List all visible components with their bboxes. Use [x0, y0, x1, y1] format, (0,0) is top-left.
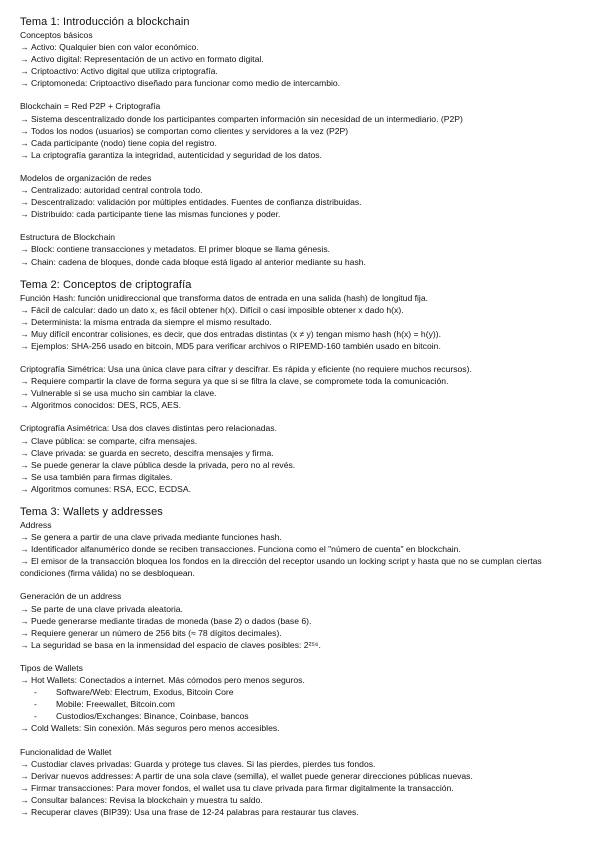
arrow-icon: → — [20, 603, 29, 614]
list-item: → Centralizado: autoridad central controla todo. — [20, 185, 203, 196]
list-item: → Determinista: la misma entrada da siempre el mismo resultado. — [20, 316, 272, 327]
sub-list-item: - Custodios/Exchanges: Binance, Coinbase, bancos — [34, 711, 249, 722]
section-funcion-hash — [20, 292, 584, 352]
list-item: → Clave privada: se guarda en secreto, descifra mensajes y firma. — [20, 447, 274, 458]
arrow-icon: → — [20, 794, 29, 805]
list-item: → Chain: cadena de bloques, donde cada bloque está ligado al anterior mediante su hash. — [20, 256, 366, 267]
list-item: → Se puede generar la clave pública desde la privada, pero no al revés. — [20, 459, 296, 470]
list-item: → Requiere generar un número de 256 bits (≈ 78 dígitos decimales). — [20, 627, 282, 638]
list-item: → Ejemplos: SHA-256 usado en bitcoin, MD5 para verificar archivos o RIPEMD-160 también usado en bitcoin. — [20, 340, 441, 351]
arrow-icon: → — [20, 639, 29, 650]
list-item: → Derivar nuevos addresses: A partir de una sola clave (semilla), el wallet puede generar direcciones públicas nuevas. — [20, 770, 473, 781]
arrow-icon: → — [20, 556, 29, 567]
list-item: → Sistema descentralizado donde los participantes comparten información sin necesidad de un intermediario. (P2P) — [20, 113, 463, 124]
list-item: → Vulnerable si se usa mucho sin cambiar la clave. — [20, 388, 217, 399]
arrow-icon: → — [20, 66, 29, 77]
list-item: → Todos los nodos (usuarios) se comportan como clientes y servidores a la vez (P2P) — [20, 125, 349, 136]
sub-list-item: - Mobile: Freewallet, Bitcoin.com — [34, 699, 175, 710]
arrow-icon: → — [20, 149, 29, 160]
list-item: → Recuperar claves (BIP39): Usa una frase de 12-24 palabras para restaurar tus claves. — [20, 806, 359, 817]
arrow-icon: → — [20, 758, 29, 769]
arrow-icon: → — [20, 435, 29, 446]
arrow-icon: → — [20, 544, 29, 555]
arrow-icon: → — [20, 388, 29, 399]
arrow-icon: → — [20, 42, 29, 53]
arrow-icon: → — [20, 54, 29, 65]
arrow-icon: → — [20, 483, 29, 494]
list-item: → La criptografía garantiza la integridad, autenticidad y seguridad de los datos. — [20, 149, 322, 160]
section-heading: Estructura de Blockchain — [20, 232, 116, 243]
section-address — [20, 519, 584, 579]
arrow-icon: → — [20, 304, 29, 315]
dash-icon: - — [34, 711, 37, 722]
section-generacion-address — [20, 590, 584, 650]
arrow-icon: → — [20, 675, 29, 686]
arrow-icon: → — [20, 615, 29, 626]
arrow-icon: → — [20, 447, 29, 458]
section-funcionalidad-wallet — [20, 746, 584, 819]
section-modelos-redes — [20, 172, 584, 220]
dash-icon: - — [34, 699, 37, 710]
section-conceptos-basicos — [20, 29, 584, 89]
arrow-icon: → — [20, 400, 29, 411]
arrow-icon: → — [20, 113, 29, 124]
section-heading: Conceptos básicos — [20, 30, 93, 40]
arrow-icon: → — [20, 627, 29, 638]
arrow-icon: → — [20, 209, 29, 220]
arrow-icon: → — [20, 532, 29, 543]
list-item: → Algoritmos comunes: RSA, ECC, ECDSA. — [20, 483, 191, 494]
list-item: → Fácil de calcular: dado un dato x, es fácil obtener h(x). Difícil o casi imposible obtener x dado h(x). — [20, 304, 404, 315]
list-item: → Activo digital: Representación de un activo en formato digital. — [20, 54, 264, 65]
list-item: → Clave pública: se comparte, cifra mensajes. — [20, 435, 198, 446]
list-item: → Activo: Qualquier bien con valor económico. — [20, 42, 199, 53]
list-item: → Muy difícil encontrar colisiones, es decir, que dos entradas distintas (x ≠ y) tengan mismo hash (h(x) = h(y)). — [20, 328, 441, 339]
dash-icon: - — [34, 687, 37, 698]
section-heading: Blockchain = Red P2P + Criptografía — [20, 101, 161, 112]
section-heading: Función Hash: función unidireccional que transforma datos de entrada en una salida (hash) de longitud fija. — [20, 292, 428, 303]
list-item: → Criptoactivo: Activo digital que utiliza criptografía. — [20, 66, 218, 77]
section-heading: Criptografía Simétrica: Usa una única clave para cifrar y descifrar. Es rápida y eficiente (no requiere muchos recursos). — [20, 364, 472, 375]
arrow-icon: → — [20, 185, 29, 196]
list-item: → Requiere compartir la clave de forma segura ya que si se filtra la clave, se compromete toda la comunicación. — [20, 376, 449, 387]
list-item: → Identificador alfanumérico donde se reciben transacciones. Funciona como el "número de cuenta" en blockchain. — [20, 544, 461, 555]
arrow-icon: → — [20, 197, 29, 208]
list-item: → Se parte de una clave privada aleatoria. — [20, 603, 183, 614]
section-heading: Funcionalidad de Wallet — [20, 746, 112, 757]
list-item: → Descentralizado: validación por múltiples entidades. Fuentes de confianza distribuidas. — [20, 197, 362, 208]
arrow-icon: → — [20, 340, 29, 351]
list-item: → Block: contiene transacciones y metadatos. El primer bloque se llama génesis. — [20, 244, 331, 255]
arrow-icon: → — [20, 471, 29, 482]
list-item: → Se genera a partir de una clave privada mediante funciones hash. — [20, 532, 282, 543]
arrow-icon: → — [20, 244, 29, 255]
arrow-icon: → — [20, 316, 29, 327]
list-item: → Hot Wallets: Conectados a internet. Más cómodos pero menos seguros. — [20, 675, 305, 686]
list-item: → Firmar transacciones: Para mover fondos, el wallet usa tu clave privada para firmar digitalmente la transacción. — [20, 782, 454, 793]
arrow-icon: → — [20, 256, 29, 267]
topic-title: Tema 2: Conceptos de criptografía — [20, 278, 192, 291]
arrow-icon: → — [20, 806, 29, 817]
list-item: → Custodiar claves privadas: Guarda y protege tus claves. Si las pierdes, pierdes tus fondos. — [20, 758, 376, 769]
section-heading: Address — [20, 520, 52, 530]
list-item: → El emisor de la transacción bloquea los fondos en la dirección del receptor usando un locking script y hasta que no se cumplan ciertas condiciones (firma válida) no se desbloquean. — [20, 556, 542, 579]
arrow-icon: → — [20, 723, 29, 734]
section-heading: Generación de un address — [20, 591, 122, 602]
list-item: → Criptomoneda: Criptoactivo diseñado para funcionar como medio de intercambio. — [20, 78, 341, 89]
list-item: → Algoritmos conocidos: DES, RC5, AES. — [20, 400, 181, 411]
section-cripto-asimetrica — [20, 422, 584, 495]
list-item: → Se usa también para firmas digitales. — [20, 471, 173, 482]
arrow-icon: → — [20, 78, 29, 89]
section-heading: Modelos de organización de redes — [20, 172, 152, 183]
section-estructura-blockchain — [20, 231, 584, 267]
arrow-icon: → — [20, 328, 29, 339]
section-tipos-wallets — [20, 662, 584, 735]
list-item: → La seguridad se basa en la inmensidad del espacio de claves posibles: 2²⁵⁶. — [20, 639, 321, 650]
list-item: → Consultar balances: Revisa la blockchain y muestra tu saldo. — [20, 794, 263, 805]
arrow-icon: → — [20, 137, 29, 148]
topic-title: Tema 3: Wallets y addresses — [20, 506, 163, 518]
list-item: → Cold Wallets: Sin conexión. Más seguros pero menos accesibles. — [20, 723, 280, 734]
list-item: → Distribuido: cada participante tiene las mismas funciones y poder. — [20, 209, 281, 220]
list-item: → Puede generarse mediante tiradas de moneda (base 2) o dados (base 6). — [20, 615, 312, 626]
section-blockchain — [20, 100, 584, 160]
section-heading: Criptografía Asimétrica: Usa dos claves distintas pero relacionadas. — [20, 423, 277, 434]
section-heading: Tipos de Wallets — [20, 662, 83, 673]
arrow-icon: → — [20, 459, 29, 470]
arrow-icon: → — [20, 770, 29, 781]
arrow-icon: → — [20, 782, 29, 793]
topic-title: Tema 1: Introducción a blockchain — [20, 16, 190, 28]
sub-list-item: - Software/Web: Electrum, Exodus, Bitcoin Core — [34, 687, 234, 698]
arrow-icon: → — [20, 125, 29, 136]
list-item: → Cada participante (nodo) tiene copia del registro. — [20, 137, 217, 148]
section-cripto-simetrica — [20, 363, 584, 411]
arrow-icon: → — [20, 376, 29, 387]
